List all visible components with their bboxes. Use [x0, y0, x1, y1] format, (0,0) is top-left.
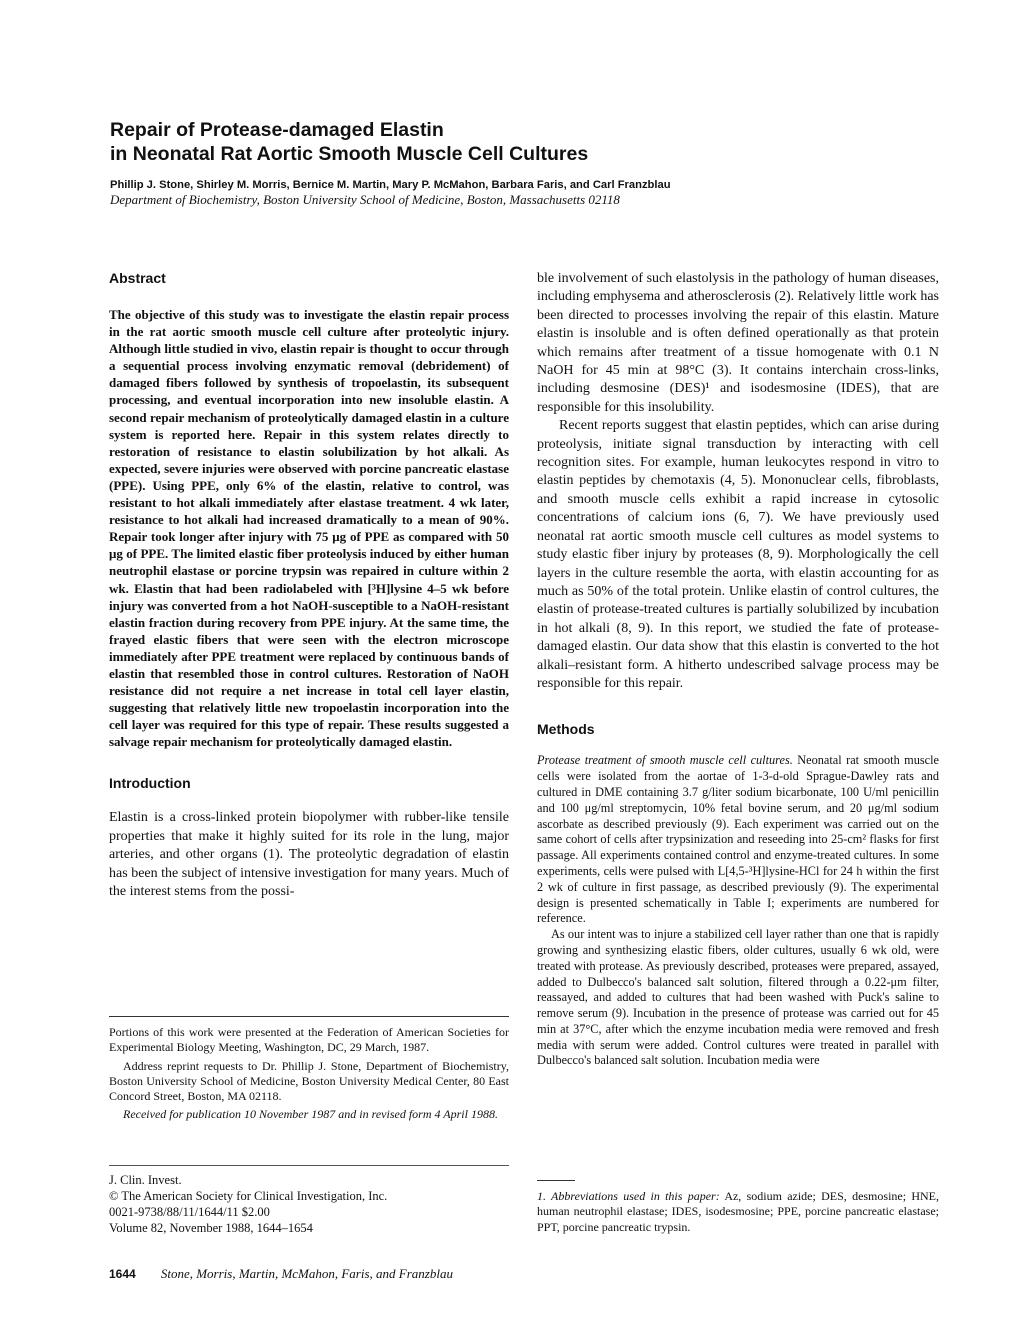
abstract-heading: Abstract	[109, 270, 166, 286]
journal-issn: 0021-9738/88/11/1644/11 $2.00	[109, 1205, 270, 1219]
footnotes	[109, 1016, 509, 1123]
introduction-heading: Introduction	[109, 775, 191, 792]
page-number: 1644	[109, 1267, 136, 1281]
abbreviations-footnote	[537, 1180, 939, 1235]
introduction-paragraph-1: ble involvement of such elastolysis in the pathology of human diseases, including emphysema and atherosclerosis (2). Relatively little work has been directed to processes involving the repair of this elastin. Mature elastin is insoluble and is often defined operationally as that protein which remains after treatment of a tissue homogenate with 0.1 N NaOH for 45 min at 98°C (3). It contains interchain cross-links, including desmosine (DES)¹ and isodesmosine (IDES), that are responsible for this insolubility.	[537, 271, 939, 415]
abbreviations-text: Az, sodium azide; DES, desmosine; HNE, human neutrophil elastase; IDES, isodesmosine; PPE, porcine pancreatic elastase; PPT, porcine pancreatic trypsin.	[537, 1189, 939, 1234]
abbreviations-rule	[537, 1180, 575, 1181]
title-line-1: Repair of Protease-damaged Elastin	[110, 119, 444, 141]
page-footer	[109, 1266, 453, 1282]
footnote-reprint: Address reprint requests to Dr. Phillip J. Stone, Department of Biochemistry, Boston University School of Medicine, Boston University Medical Center, 80 East Concord Street, Boston, MA 02118.	[109, 1058, 509, 1104]
journal-copyright: © The American Society for Clinical Investigation, Inc.	[109, 1189, 388, 1203]
abstract-text: The objective of this study was to investigate the elastin repair process in the rat aortic smooth muscle cell culture after proteolytic injury. Although little studied in vivo, elastin repair is thought to occur through a sequential process involving enzymatic removal (debridement) of damaged fibers followed by synthesis of tropoelastin, its subsequent processing, and eventual incorporation into new insoluble elastin. A second repair mechanism of proteolytically damaged elastin in a culture system is reported here. Repair in this system relates directly to restoration of resistance to elastin solubilization by hot alkali. As expected, severe injuries were observed with porcine pancreatic elastase (PPE). Using PPE, only 6% of the elastin, relative to control, was resistant to hot alkali immediately after elastase treatment. 4 wk later, resistance to hot alkali had increased dramatically to a mean of 90%. Repair took longer after injury with 75 μg of PPE as compared with 50 μg of PPE. The limited elastic fiber proteolysis induced by either human neutrophil elastase or porcine trypsin was repaired in culture within 2 wk. Elastin that had been radiolabeled with [³H]lysine 4–5 wk before injury was converted from a hot NaOH-susceptible to a NaOH-resistant elastin fraction during recovery from PPE injury. At the same time, the frayed elastic fibers that were seen with the electron microscope immediately after PPE treatment were replaced by continuous bands of elastin that resembled those in control cultures. Restoration of NaOH resistance did not require a net increase in total cell layer elastin, suggesting that relatively little new tropoelastin incorporation into the cell layer was required for this type of repair. These results suggested a salvage repair mechanism for proteolytically damaged elastin.	[109, 307, 509, 750]
introduction-paragraph-2: Recent reports suggest that elastin peptides, which can arise during proteolysis, initiate signal transduction by interacting with cell recognition sites. For example, human leukocytes respond in vitro to elastin peptides by chemotaxis (4, 5). Mononuclear cells, fibroblasts, and smooth muscle cells exhibit a rapid increase in cytosolic concentrations of calcium ions (6, 7). We have previously used neonatal rat aortic smooth muscle cell cultures as model systems to study elastic fiber injury by proteases (8, 9). Morphologically the cell layers in the culture resemble the aorta, with elastin accounting for as much as 50% of the total protein. Unlike elastin of control cultures, the elastin of protease-treated cultures is partially solubilized by incubation in hot alkali (8, 9). In this report, we studied the fate of protease-damaged elastin. Our data show that this elastin is converted to the hot alkali–resistant form. A hitherto undescribed salvage process may be responsible for this repair.	[537, 418, 939, 691]
methods-paragraph-1	[537, 753, 939, 927]
journal-name: J. Clin. Invest.	[109, 1173, 182, 1187]
title-line-2: in Neonatal Rat Aortic Smooth Muscle Cell Cultures	[110, 143, 589, 165]
article-header	[110, 118, 930, 208]
footnote-portions: Portions of this work were presented at the Federation of American Societies for Experimental Biology Meeting, Washington, DC, 29 March, 1987.	[109, 1025, 509, 1055]
article-title	[110, 118, 930, 166]
affiliation: Department of Biochemistry, Boston University School of Medicine, Boston, Massachusetts 02118	[110, 192, 620, 207]
methods-heading: Methods	[537, 721, 595, 738]
journal-rule	[109, 1165, 509, 1166]
methods-body	[537, 753, 939, 1069]
right-column	[537, 270, 939, 1069]
footnote-rule	[109, 1016, 509, 1017]
introduction-text: Elastin is a cross-linked protein biopolymer with rubber-like tensile properties that make it highly suited for its role in the lung, major arteries, and other organs (1). The proteolytic degradation of elastin has been the subject of intensive investigation for many years. Much of the interest stems from the possi-	[109, 810, 509, 900]
methods-paragraph-1-text: Neonatal rat smooth muscle cells were isolated from the aortae of 1-3-d-old Sprague-Dawley rats and cultured in DME containing 3.7 g/liter sodium bicarbonate, 100 U/ml penicillin and 100 μg/ml streptomycin, 10% fetal bovine serum, and 20 μg/ml sodium ascorbate as described previously (9). Each experiment was carried out on the same cohort of cells after trypsinization and reseeding into 25-cm² flasks for first passage. All experiments contained control and enzyme-treated cultures. In some experiments, cells were pulsed with L[4,5-³H]lysine-HCl for 24 h within the first 2 wk of culture in first passage, as described previously (9). The experimental design is presented schematically in Table I; experiments are numbered for reference.	[537, 753, 939, 926]
journal-info	[109, 1165, 509, 1236]
methods-paragraph-2: As our intent was to injure a stabilized cell layer rather than one that is rapidly growing and synthesizing elastic fibers, older cultures, usually 6 wk old, were treated with protease. As previously described, proteases were prepared, assayed, added to Dulbecco's balanced salt solution, filtered through a 0.22-μm filter, reassayed, and added to cultures that had been washed with Puck's saline to remove serum (9). Incubation in the presence of protease was carried out for 45 min at 37°C, after which the enzyme incubation media were removed and fresh media with serum were added. Control cultures were treated in parallel with Dulbecco's balanced salt solution. Incubation media were	[537, 927, 939, 1068]
author-list: Phillip J. Stone, Shirley M. Morris, Bernice M. Martin, Mary P. McMahon, Barbara Faris, and Carl Franzblau	[110, 179, 671, 191]
introduction-continued	[537, 270, 939, 693]
left-column	[109, 270, 509, 902]
abbreviations-lead: 1. Abbreviations used in this paper:	[537, 1189, 720, 1203]
journal-volume: Volume 82, November 1988, 1644–1654	[109, 1221, 313, 1235]
footnote-received: Received for publication 10 November 1987 and in revised form 4 April 1988.	[123, 1107, 498, 1122]
running-head: Stone, Morris, Martin, McMahon, Faris, and Franzblau	[160, 1266, 453, 1281]
methods-runin-heading: Protease treatment of smooth muscle cell cultures.	[537, 753, 793, 768]
